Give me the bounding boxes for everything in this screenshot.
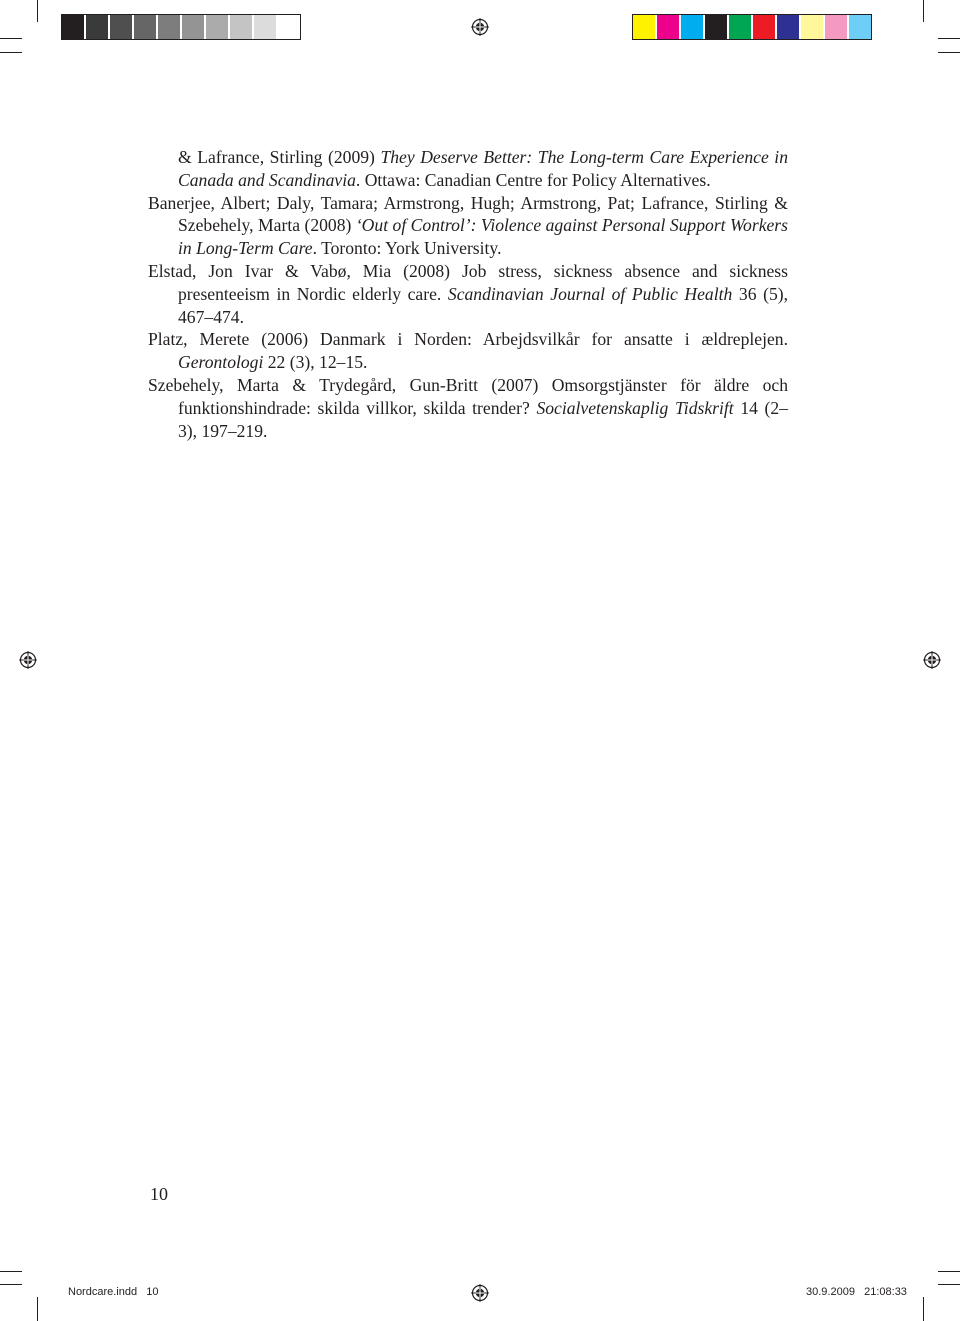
color-swatch — [110, 15, 134, 39]
reference-entry — [148, 146, 788, 192]
reference-journal: Gerontologi — [178, 352, 264, 373]
reference-entry — [148, 328, 788, 374]
reference-entry — [148, 374, 788, 442]
crop-mark — [938, 52, 960, 53]
color-swatch — [681, 15, 705, 39]
reference-text: Banerjee, Albert; Daly, Tamara; Armstrong, Hugh; Armstrong, Pat; Lafrance, Stirling & Szebehely, Marta (2008) — [148, 192, 788, 236]
reference-text: 22 (3), 12–15. — [263, 352, 368, 373]
reference-entry — [148, 192, 788, 260]
color-swatch — [657, 15, 681, 39]
reference-text: Szebehely, Marta & Trydegård, Gun-Britt (2007) Omsorgstjänster för äldre och funktionshindrade: skilda villkor, skilda trender? — [148, 374, 788, 418]
registration-mark-icon — [471, 1284, 489, 1302]
crop-mark — [938, 1271, 960, 1272]
color-swatch — [729, 15, 753, 39]
crop-mark — [0, 1284, 22, 1285]
reference-text: . Toronto: York University. — [312, 238, 502, 259]
slug-timestamp: 30.9.2009 21:08:33 — [806, 1286, 907, 1298]
grayscale-color-bar — [61, 14, 301, 40]
crop-mark — [37, 1297, 38, 1321]
reference-text: . Ottawa: Canadian Centre for Policy Alternatives. — [355, 169, 711, 190]
color-swatch — [705, 15, 729, 39]
crop-mark — [37, 0, 38, 22]
crop-mark — [0, 52, 22, 53]
color-swatch — [230, 15, 254, 39]
color-swatch — [86, 15, 110, 39]
reference-text: Elstad, Jon Ivar & Vabø, Mia (2008) Job stress, sickness absence and sickness presenteeism in Nordic elderly care. — [148, 260, 788, 304]
color-swatch — [254, 15, 278, 39]
process-color-bar — [632, 14, 872, 40]
color-swatch — [62, 15, 86, 39]
crop-mark — [923, 1297, 924, 1321]
crop-mark — [0, 1271, 22, 1272]
crop-mark — [0, 38, 22, 39]
registration-mark-icon — [19, 651, 37, 669]
color-swatch — [633, 15, 657, 39]
registration-mark-icon — [923, 651, 941, 669]
color-swatch — [825, 15, 849, 39]
color-swatch — [801, 15, 825, 39]
reference-text: Platz, Merete (2006) Danmark i Norden: Arbejdsvilkår for ansatte i ældreplejen. — [148, 329, 788, 350]
color-swatch — [753, 15, 777, 39]
color-swatch — [849, 15, 871, 39]
color-swatch — [777, 15, 801, 39]
page-number: 10 — [150, 1184, 168, 1204]
reference-title: ‘Out of Control’: Violence against Personal Support Workers in Long-Term Care — [178, 215, 789, 259]
reference-entry — [148, 260, 788, 328]
color-swatch — [134, 15, 158, 39]
reference-text: & Lafrance, Stirling (2009) — [178, 147, 381, 167]
color-swatch — [206, 15, 230, 39]
reference-journal: Scandinavian Journal of Public Health — [447, 283, 733, 304]
reference-list — [148, 146, 788, 442]
color-swatch — [158, 15, 182, 39]
slug-filename: Nordcare.indd 10 — [68, 1286, 159, 1298]
reference-text: 36 (5), 467–474. — [178, 283, 788, 327]
color-swatch — [278, 15, 300, 39]
color-swatch — [182, 15, 206, 39]
crop-mark — [923, 0, 924, 22]
crop-mark — [938, 1284, 960, 1285]
reference-title: They Deserve Better: The Long-term Care Experience in Canada and Scandinavia — [178, 147, 788, 190]
crop-mark — [938, 38, 960, 39]
registration-mark-icon — [471, 18, 489, 36]
reference-text: 14 (2–3), 197–219. — [178, 397, 789, 441]
reference-journal: Socialvetenskaplig Tidskrift — [536, 397, 734, 418]
